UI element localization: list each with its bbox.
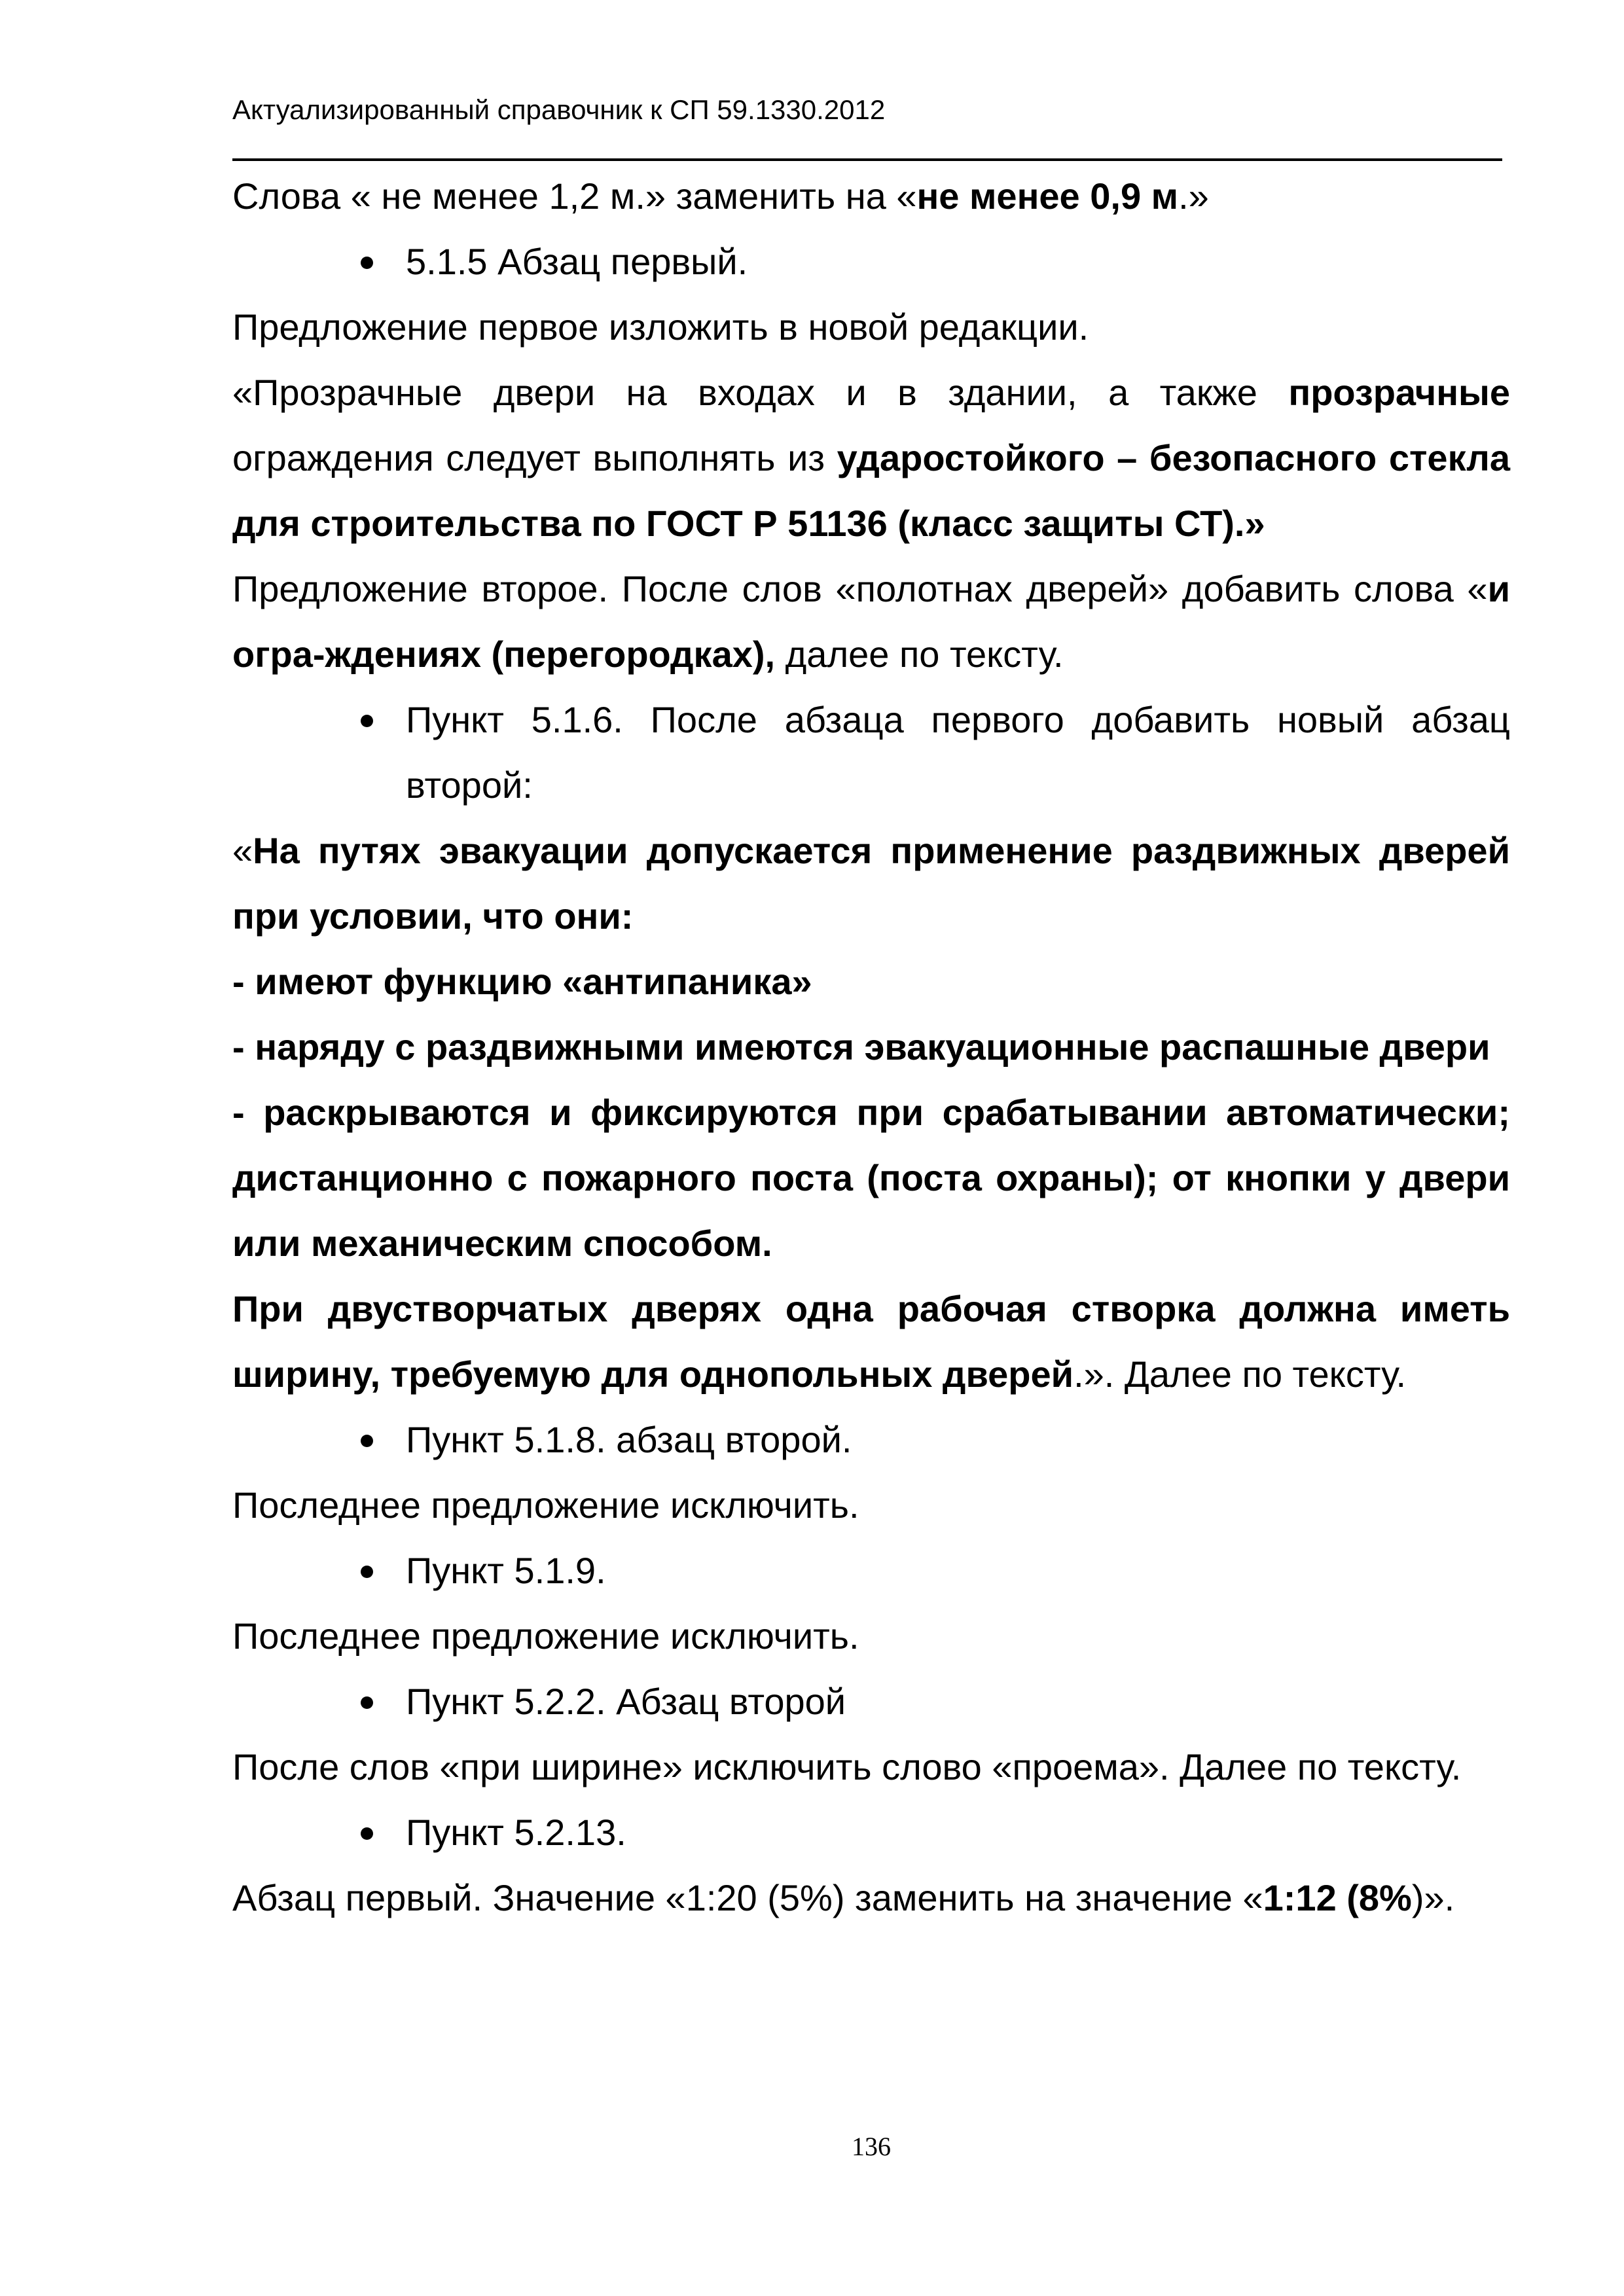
bullet-item: Пункт 5.2.2. Абзац второй [232,1669,1510,1734]
bullet-icon [361,257,373,269]
bullet-item: 5.1.5 Абзац первый. [232,229,1510,295]
bullet-icon [361,1827,373,1840]
list-dash-item: - имеют функцию «антипаника» [232,961,812,1002]
list-dash-item: - наряду с раздвижными имеются эвакуационные распашные двери [232,1026,1490,1067]
bullet-icon [361,1435,373,1447]
bullet-icon [361,715,373,727]
paragraph: Последнее предложение исключить. [232,1484,859,1526]
bullet-icon [361,1696,373,1709]
bullet-item: Пункт 5.1.8. абзац второй. [232,1407,1510,1473]
paragraph: Предложение первое изложить в новой редакции. [232,306,1089,348]
document-body [232,164,1510,1931]
paragraph-slope-value: Абзац первый. Значение «1:20 (5%) заменить на значение «1:12 (8%)». [232,1877,1455,1918]
bullet-item: Пункт 5.2.13. [232,1800,1510,1865]
header-divider [232,158,1502,161]
bullet-icon [361,1566,373,1578]
paragraph-evacuation: «На путях эвакуации допускается применение раздвижных дверей при условии, что они: [232,830,1510,937]
paragraph-second-sentence: Предложение второе. После слов «полотнах дверей» добавить слова «и огра-ждениях (перегородках), далее по тексту. [232,568,1510,675]
paragraph: После слов «при ширине» исключить слово «проема». Далее по тексту. [232,1746,1462,1787]
page-number: 136 [852,2132,891,2161]
bullet-item: Пункт 5.1.6. После абзаца первого добавить новый абзац второй: [232,687,1510,818]
paragraph-replace-width: Слова « не менее 1,2 м.» заменить на «не менее 0,9 м.» [232,175,1209,217]
paragraph-transparent-doors: «Прозрачные двери на входах и в здании, а также прозрачные ограждения следует выполнять из ударостойкого – безопасного стекла для строительства по ГОСТ Р 51136 (класс защиты СТ).» [232,372,1511,544]
running-header: Актуализированный справочник к СП 59.1330.2012 [232,94,886,125]
paragraph-double-doors: При двустворчатых дверях одна рабочая створка должна иметь ширину, требуемую для однопольных дверей.». Далее по тексту. [232,1288,1510,1395]
bullet-item: Пункт 5.1.9. [232,1538,1510,1604]
list-dash-item: - раскрываются и фиксируются при срабатывании автоматически; дистанционно с пожарного поста (поста охраны); от кнопки у двери или механическим способом. [232,1092,1510,1264]
paragraph: Последнее предложение исключить. [232,1615,859,1657]
